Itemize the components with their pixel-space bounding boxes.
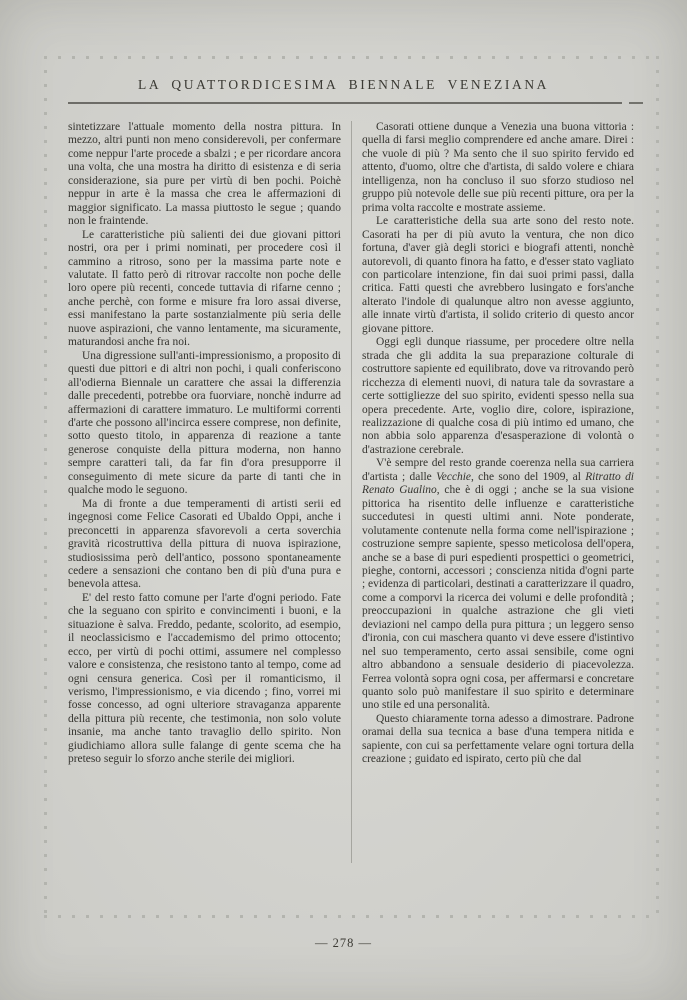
text-run: Una digressione sull'anti-impressionismo, a proposito di questi due pittori e di altri non pochi, i quali conferiscono all'odierna Biennale un carattere che assai la differenzia dalle precedenti, potrebbe ora fuorviare, nonchè indurre ad affermazioni di carattere immaturo. Le multiformi correnti d'arte che possono all'incirca essere comprese, non definite, sotto questo titolo, in apparenza di reazione a tante generose conquiste della pittura moderna, non hanno sempre caratteri tali, da far fin d'ora presupporre il conseguimento di mete sicure da parte di tanti che in qualche modo le seguono. — [68, 349, 341, 497]
paragraph — [362, 713, 634, 767]
paragraph — [68, 229, 341, 350]
italic-text-run: Ritratto di Renato Gualino — [362, 470, 634, 497]
text-run: , che è di oggi ; anche se la sua visione pittorica ha risentito delle influenze e caratteristiche succedutesi in questi ultimi anni. Note ponderate, volutamente contenute nella forma come nell'ispirazione ; costruzione sempre sapiente, spesso meticolosa dell'opera, anche se a base di puri espedienti prospettici o geometrici, pieghe, contorni, accessori ; conscienza nitida d'ogni parte ; evidenza di particolari, destinati a caratterizzare il quadro, come a comporvi la ricerca dei volumi e delle profondità ; preoccupazioni in qualche astrazione che gli vieti deviazioni nel campo della pura pittura ; un leggero senso d'ironia, con cui maschera quanto vi deve essere d'istintivo nel suo temperamento, certo assai sensibile, come ogni altro abbandono a sensuale desiderio di piacevolezza. Ferrea volontà sopra ogni cosa, per affermarsi e concretare quanto solo può manifestare il suo spirito e determinare uno stile ed una personalità. — [362, 484, 635, 712]
dotted-border-top — [44, 56, 657, 59]
text-run: Casorati ottiene dunque a Venezia una buona vittoria : quella di farsi meglio comprendere ed anche amare. Direi : che vuole di più ? Ma sento che il suo spirito fervido ed attento, d'uomo, oltre che d'artista, di saldo volere e chiara intelligenza, non ha concluso il suo sforzo studioso nel gruppo più notevole delle sue più recenti pitture, ora per la prima volta raccolte e mostrate assieme. — [362, 121, 634, 214]
text-columns — [68, 121, 634, 863]
text-run: V'è sempre del resto grande coerenza nella sua carriera d'artista ; dalle — [362, 457, 634, 483]
text-run: , che sono del 1909, al — [471, 470, 586, 483]
column-gutter — [341, 121, 362, 863]
dotted-border-bottom — [44, 915, 657, 918]
paragraph — [68, 592, 341, 767]
text-run: E' del resto fatto comune per l'arte d'ogni periodo. Fate che la seguano con spirito e convincimenti i buoni, e la situazione è salva. Freddo, pedante, scolorito, ad esempio, il neoclassicismo e l'accademismo del primo ottocento; ecco, per virtù di pochi ottimi, assumere nel complesso valore e consistenza, che resistono tanto al tempo, come ad ogni censura generica. Così per il romanticismo, il verismo, l'impressionismo, e via dicendo ; fino, vorrei mi fosse concesso, ad ogni ulteriore stravaganza apparente della pittura più recente, che testimonia, non solo volute insanie, ma anche tanto travaglio dello spirito. Non giudichiamo allora sulle falange di gente scema che ha preteso seguir lo sforzo anche sterile dei migliori. — [68, 591, 341, 766]
dotted-border-right — [656, 56, 659, 916]
page-number: — 278 — — [315, 936, 372, 950]
paragraph — [362, 336, 634, 457]
paragraph — [68, 498, 341, 592]
right-column — [362, 121, 634, 863]
header-rule-dash — [629, 102, 643, 104]
text-run: Oggi egli dunque riassume, per procedere oltre nella strada che gli addita la sua preparazione colturale di costruttore sapiente ed equilibrato, dove va ritrovando però ricchezza di elementi nuovi, di natura tale da sovrastare a certe sottigliezze del suo spirito, evidenti spesso nella sua opera precedente. Arte, voglio dire, colore, ispirazione, realizzazione di qualche cosa di più intimo ed umano, che non abbia solo apparenza d'esasperazione di volontà o d'astrazione cerebrale. — [362, 336, 634, 456]
text-run: Le caratteristiche della sua arte sono del resto note. Casorati ha per di più avuto la ventura, che non dico fortuna, d'aver già degli storici e biografi attenti, nonchè autorevoli, di quanto finora ha fatto, e d'esser stato vagliato con particolare intenzione, fin dai suoi primi passi, dalla critica. Fatti questi che avrebbero lusingato e fors'anche alterato l'indole di qualunque altro non avesse aggiunto, alle innate virtù d'artista, il solido criterio di questo ancor giovane pittore. — [362, 215, 634, 335]
paragraph — [68, 350, 341, 498]
paragraph — [68, 121, 341, 229]
italic-text-run: Vecchie — [436, 470, 471, 483]
page-title: LA QUATTORDICESIMA BIENNALE VENEZIANA — [137, 77, 550, 92]
text-run: sintetizzare l'attuale momento della nostra pittura. In mezzo, altri punti non meno considerevoli, per confermare come neppur l'arte procede a sbalzi ; e per ricordare ancora una volta, che una mostra ha diritto di esistenza e di seria considerazione, sia pure per virtù di ben pochi. Poichè neppur in arte è la massa che crea le affermazioni di maggior significato. La massa piuttosto le segue ; quando non le fraintende. — [68, 121, 341, 228]
left-column — [68, 121, 341, 863]
dotted-border-left — [44, 56, 47, 916]
paragraph — [362, 121, 634, 215]
column-divider-rule — [351, 121, 352, 863]
paragraph — [362, 457, 634, 713]
text-run: Ma di fronte a due temperamenti di artisti serii ed ingegnosi come Felice Casorati ed Ubaldo Oppi, anche i preconcetti in apparenza sfavorevoli a certa soverchia gravità ricostruttiva della pittura di nuova ispirazione, studiosissima però dell'antico, possono spontaneamente cedere a sensazioni che contano ben di più d'una pura e benevola attesa. — [68, 497, 341, 591]
paragraph — [362, 215, 634, 336]
text-run: Le caratteristiche più salienti dei due giovani pittori nostri, ora per i primi nominati, per procedere così il cammino a ritroso, sono per la massima parte note e valutate. Il fatto però di ritrovar raccolte non poche delle loro opere più recenti, concede tuttavia di rifarne cenno ; anche perchè, con forme e misure fra loro assai diverse, essi manifestano la parte sostanzialmente più seria delle nuove aspirazioni, che vanno lentamente, ma sicuramente, maturandosi anche fra noi. — [68, 228, 341, 349]
header-rule — [68, 102, 622, 104]
text-run: Questo chiaramente torna adesso a dimostrare. Padrone oramai della sua tecnica a base d'una tempera nitida e sapiente, con cui sa perfettamente velare ogni tortura della creazione ; guidato ed ispirato, certo più che dal — [362, 712, 634, 766]
